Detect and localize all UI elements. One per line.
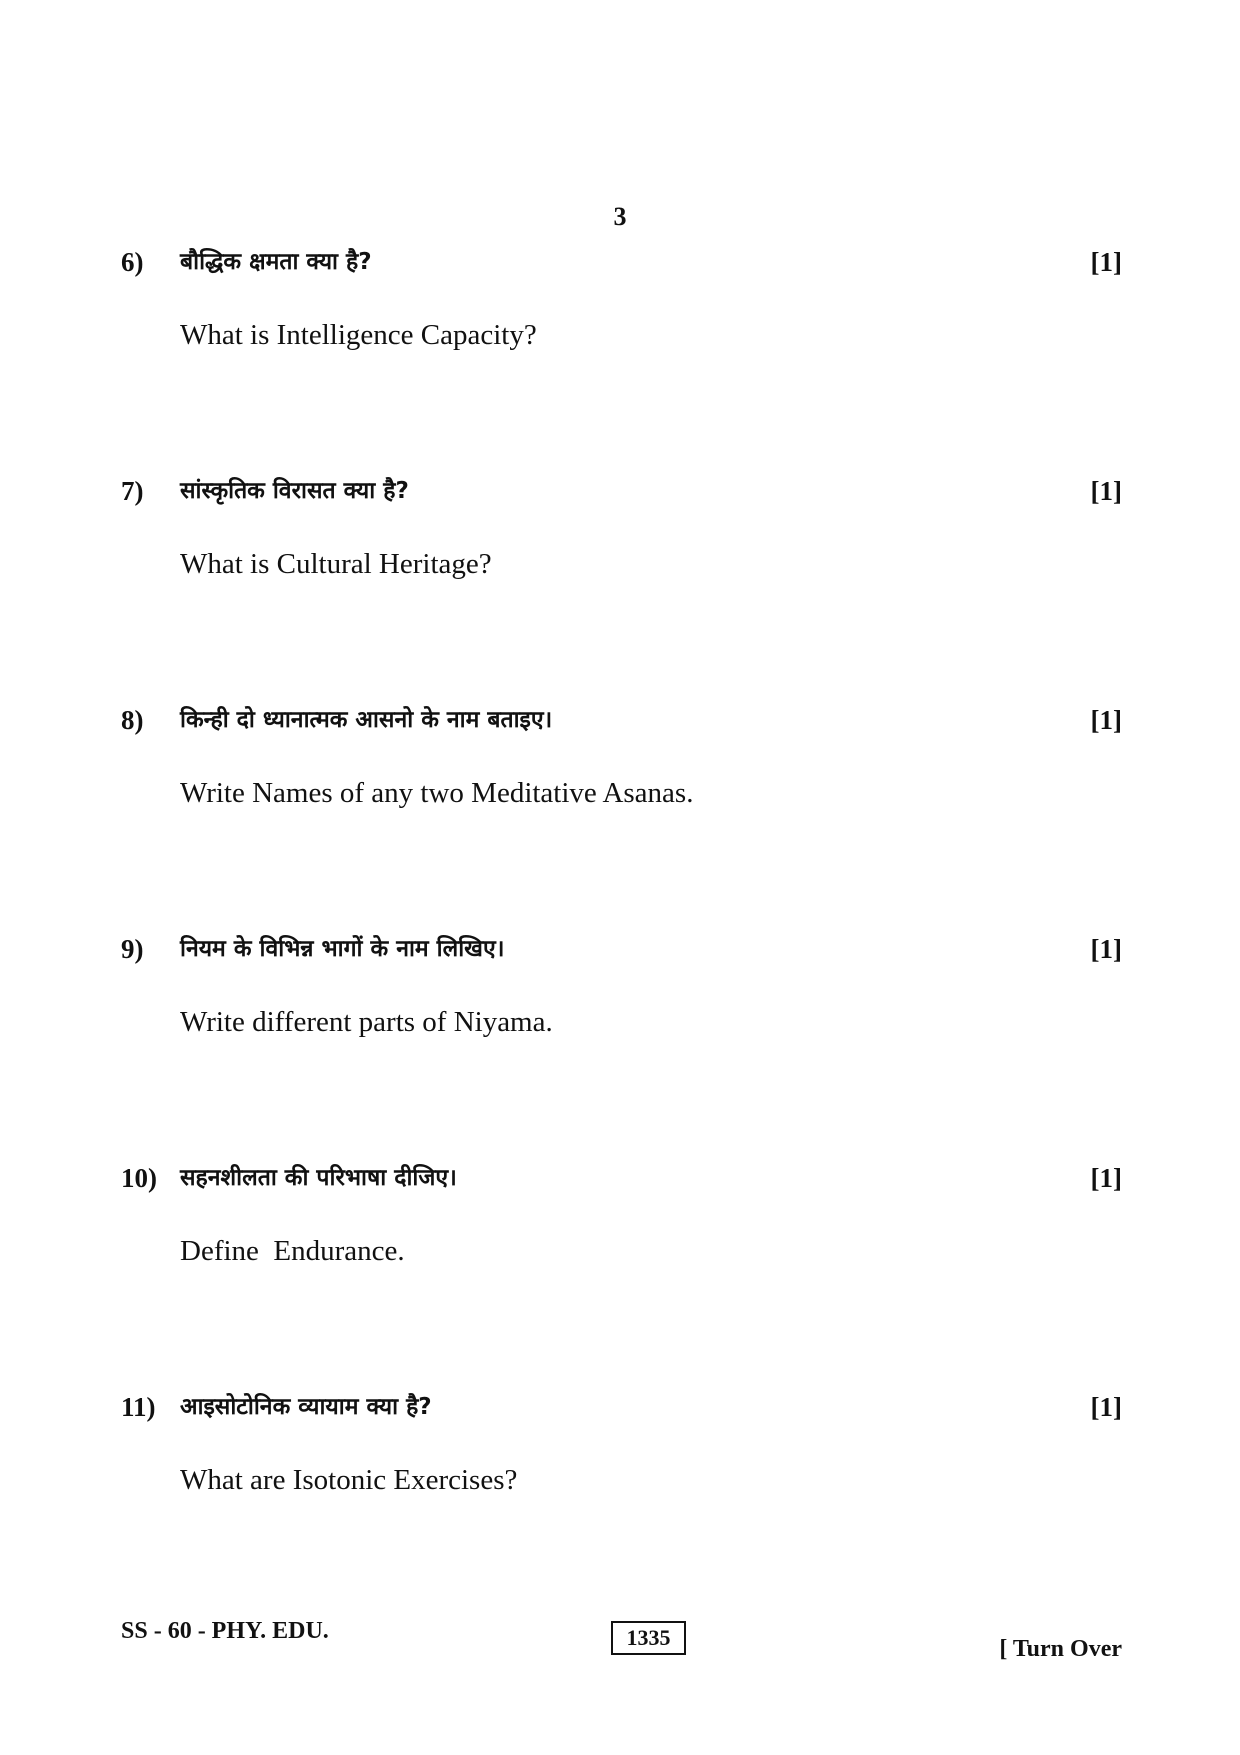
question-9 bbox=[0, 930, 1240, 1050]
question-marks: [1] bbox=[1090, 247, 1122, 277]
question-marks: [1] bbox=[1090, 934, 1122, 964]
question-number: 6) bbox=[121, 247, 144, 277]
question-number: 9) bbox=[121, 934, 144, 964]
question-text-english: Define Endurance. bbox=[180, 1235, 405, 1267]
question-marks: [1] bbox=[1090, 476, 1122, 506]
question-number: 11) bbox=[121, 1392, 156, 1422]
question-text-english: What is Cultural Heritage? bbox=[180, 548, 492, 580]
question-text-hindi: नियम के विभिन्न भागों के नाम लिखिए। bbox=[180, 936, 505, 962]
question-marks: [1] bbox=[1090, 1392, 1122, 1422]
question-11 bbox=[0, 1388, 1240, 1508]
question-text-english: Write Names of any two Meditative Asanas. bbox=[180, 777, 694, 809]
question-text-hindi: सांस्कृतिक विरासत क्या है? bbox=[180, 478, 409, 504]
question-8 bbox=[0, 701, 1240, 821]
question-10 bbox=[0, 1159, 1240, 1279]
question-6 bbox=[0, 243, 1240, 363]
question-text-english: What is Intelligence Capacity? bbox=[180, 319, 537, 351]
question-marks: [1] bbox=[1090, 1163, 1122, 1193]
question-number: 10) bbox=[121, 1163, 157, 1193]
question-text-english: Write different parts of Niyama. bbox=[180, 1006, 553, 1038]
question-text-hindi: सहनशीलता की परिभाषा दीजिए। bbox=[180, 1165, 457, 1191]
question-7 bbox=[0, 472, 1240, 592]
question-number: 8) bbox=[121, 705, 144, 735]
question-text-hindi: किन्ही दो ध्यानात्मक आसनो के नाम बताइए। bbox=[180, 707, 553, 733]
page-number: 3 bbox=[613, 202, 627, 231]
footer-turn-over: [ Turn Over bbox=[999, 1636, 1122, 1662]
question-marks: [1] bbox=[1090, 705, 1122, 735]
footer-paper-code: SS - 60 - PHY. EDU. bbox=[121, 1618, 329, 1644]
question-text-hindi: बौद्धिक क्षमता क्या है? bbox=[180, 249, 372, 275]
question-number: 7) bbox=[121, 476, 144, 506]
question-text-hindi: आइसोटोनिक व्यायाम क्या है? bbox=[180, 1394, 432, 1420]
footer-code-box: 1335 bbox=[611, 1621, 686, 1655]
question-text-english: What are Isotonic Exercises? bbox=[180, 1464, 518, 1496]
